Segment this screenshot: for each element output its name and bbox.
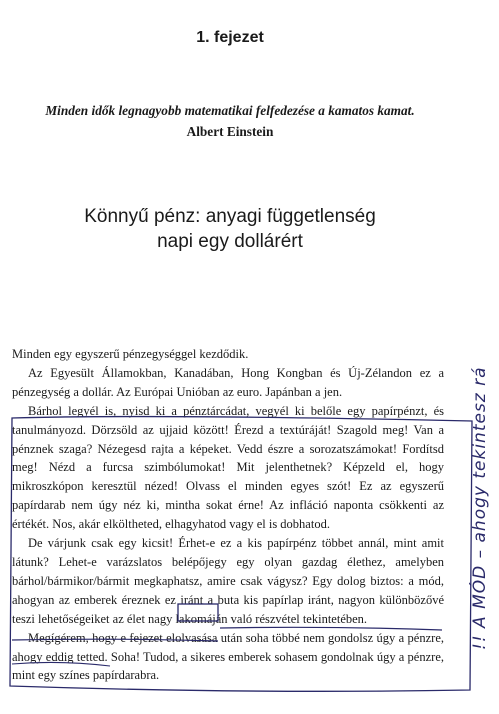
chapter-number: 1. fejezet <box>196 29 264 46</box>
epigraph <box>0 100 460 142</box>
epigraph-author: Albert Einstein <box>186 124 274 139</box>
chapter-title-line-1: Könnyű pénz: anyagi függetlenség <box>84 205 376 227</box>
paragraph-1: Minden egy egyszerű pénzegységgel kezdődik. <box>12 347 249 361</box>
paragraph-5: Megígérem, hogy e fejezet elolvasása után soha többé nem gondolsz úgy a pénzre, ahogy eddig tetted. Soha! Tudod, a sikeres emberek sohasem gondolnak úgy a pénzre, mint egy színes papírdarabra. <box>12 630 444 683</box>
chapter-title-line-2: napi egy dollárért <box>157 230 303 252</box>
epigraph-quote: Minden idők legnagyobb matematikai felfedezése a kamatos kamat. <box>45 103 415 118</box>
handwritten-margin-note: !! A MÓD – ahogy tekintesz rá <box>470 366 490 650</box>
paragraph-3: Bárhol legyél is, nyisd ki a pénztárcádat, vegyél ki belőle egy papírpénzt, és tanulmányozd. Dörzsöld az ujjaid között! Érezd a textúráját! Szagold meg! Van a pénznek szaga? Nézegesd rajta a képeket. Vedd észre a sorozatszámokat! Fordítsd meg! Nézd a furcsa szimbólumokat! Mit jelenthetnek? Képzeld el, hogy mikroszkópon keresztül nézed! Olvass el minden egyes szót! Ez az egyszerű papírdarab nem úgy néz ki, mintha sokat érne! Az infláció naponta csökkenti az értékét. Nos, akár elköltheted, elhagyhatod vagy el is dobhatod. <box>12 403 444 532</box>
paragraph-4: De várjunk csak egy kicsit! Érhet-e ez a kis papírpénz többet annál, mint amit látunk? Lehet-e varázslatos belépőjegy egy olyan gazdag élethez, amelyben bárhol/bármikor/bármit megkaphatsz, amire csak vágysz? Egy dolog biztos: a mód, ahogyan az emberek éreznek ez iránt a buta kis papírlap iránt, nagyon különbözővé teszi lehetőségeiket az élet nagy lakomáján való részvétel tekintetében. <box>12 536 444 626</box>
body-text <box>12 345 444 685</box>
paragraph-2: Az Egyesült Államokban, Kanadában, Hong Kongban és Új-Zélandon ez a pénzegység a dollár. Az Európai Unióban az euro. Japánban a jen. <box>12 365 444 399</box>
chapter-title <box>0 204 460 254</box>
